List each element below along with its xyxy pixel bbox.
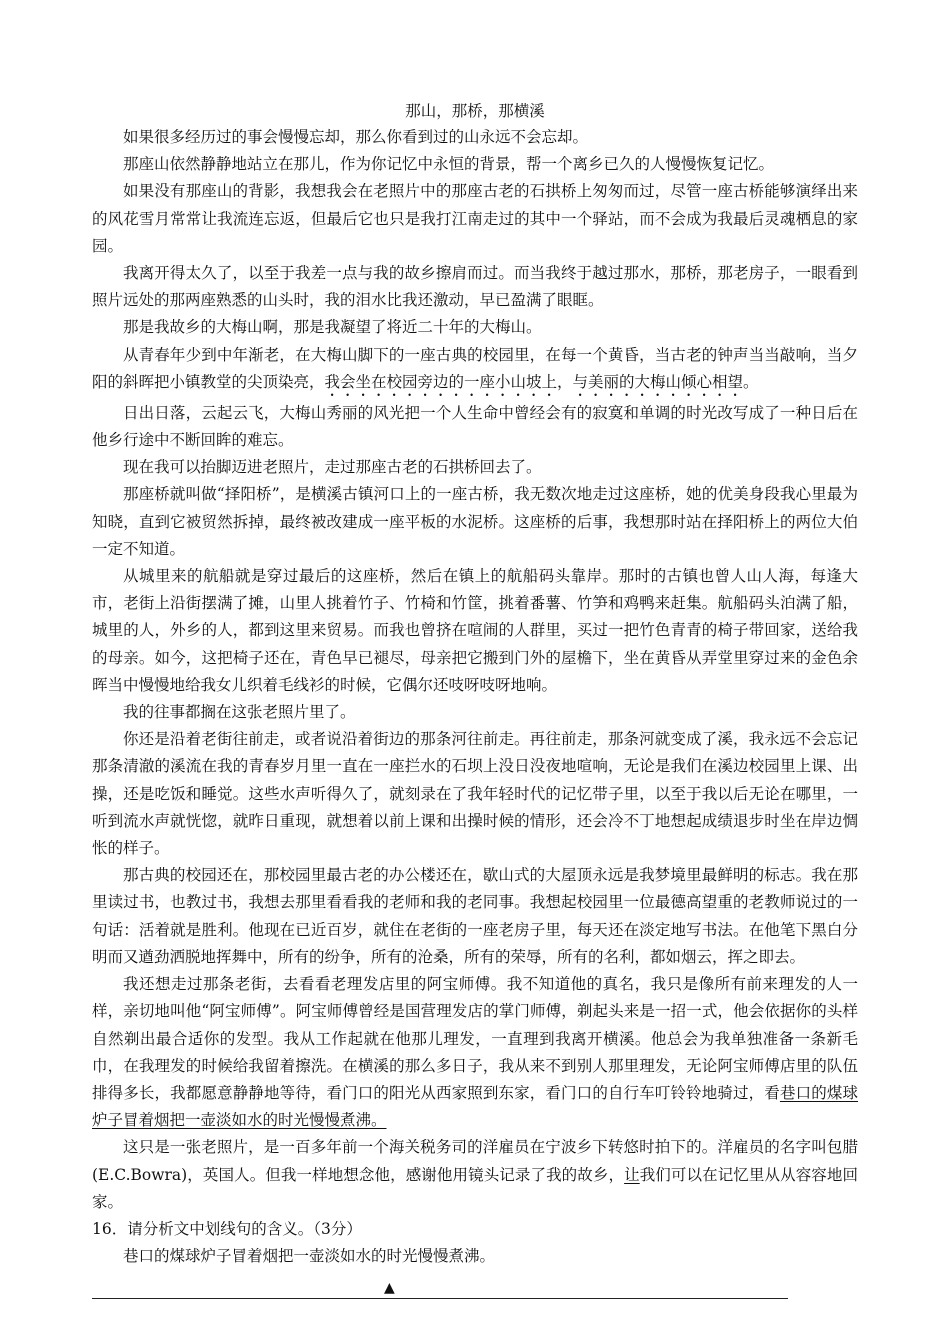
paragraph-8: 现在我可以抬脚迈进老照片，走过那座古老的石拱桥回去了。 [123, 458, 542, 477]
emphasized-sentence: 我会坐在校园旁边的一座小山坡上，与美丽的大梅山倾心相望 [324, 372, 744, 391]
paragraph-7: 日出日落，云起云飞，大梅山秀丽的风光把一个人生命中曾经会有的寂寞和单调的时光改写成了一种日后在他乡行途中不断回眸的难忘。 [92, 403, 858, 450]
paragraph-2: 那座山依然静静地站立在那儿，作为你记忆中永恒的背景，帮一个离乡已久的人慢慢恢复记忆。 [123, 155, 775, 174]
paragraph-15 [92, 1134, 858, 1216]
paragraph-14 [92, 971, 858, 1134]
paragraph-1: 如果很多经历过的事会慢慢忘却，那么你看到过的山永远不会忘却。 [123, 128, 589, 146]
question-number: 16． [92, 1219, 128, 1238]
answer-area[interactable] [92, 1280, 858, 1302]
question-prompt: 请分析文中划线句的含义。（3分） [127, 1219, 362, 1238]
paragraph-5: 那是我故乡的大梅山啊，那是我凝望了将近二十年的大梅山。 [123, 318, 542, 337]
paragraph-6-text: 从青春年少到中年渐老，在大梅山脚下的一座古典的校园里，在每一个黄昏，当古老的钟声当当敲响，当夕阳的斜晖把小镇教堂的尖顶染亮， [92, 345, 858, 391]
paragraph-15-text: 这只是一张老照片，是一百多年前一个海关税务司的洋雇员在宁波乡下转悠时拍下的。洋雇员的名字叫包腊(E.C.Bowra)，英国人。但我一样地想念他，感谢他用镜头记录了我的故乡， [92, 1138, 858, 1184]
article-title: 那山，那桥，那横溪 [405, 102, 545, 120]
paragraph-15-end: 我们可以在记忆里从从容容地回家。 [92, 1165, 858, 1211]
paragraph-12: 你还是沿着老街往前走，或者说沿着街边的那条河往前走。再往前走，那条河就变成了溪，我永远不会忘记那条清澈的溪流在我的青春岁月里一直在一座拦水的石坝上没日没夜地喧响，无论是我们在溪边校园里上课、出操，还是吃饭和睡觉。这些水声听得久了，就刻录在了我年轻时代的记忆带子里，以至于我以后无论在哪里，一听到流水声就恍惚，就昨日重现，就想着以前上课和出操时候的情形，还会冷不丁地想起成绩退步时坐在岸边惆怅的样子。 [92, 730, 858, 858]
paragraph-9: 那座桥就叫做“择阳桥”，是横溪古镇河口上的一座古桥，我无数次地走过这座桥，她的优美身段我心里最为知晓，直到它被贸然拆掉，最终被改建成一座平板的水泥桥。这座桥的后事，我想那时站在择阳桥上的两位大伯一定不知道。 [92, 485, 858, 558]
underlined-word: 让 [624, 1165, 640, 1184]
paragraph-3: 如果没有那座山的背影，我想我会在老照片中的那座古老的石拱桥上匆匆而过，尽管一座古桥能够演绎出来的风花雪月常常让我流连忘返，但最后它也只是我打江南走过的其中一个驿站，而不会成为我最后灵魂栖息的家园。 [92, 182, 858, 255]
paragraph-4: 我离开得太久了，以至于我差一点与我的故乡擦肩而过。而当我终于越过那水，那桥，那老房子，一眼看到照片远处的那两座熟悉的山头时，我的泪水比我还激动，早已盈满了眼眶。 [92, 264, 858, 310]
paragraph-10: 从城里来的航船就是穿过最后的这座桥，然后在镇上的航船码头靠岸。那时的古镇也曾人山人海，每逢大市，老街上沿街摆满了摊，山里人挑着竹子、竹椅和竹筐，挑着番薯、竹笋和鸡鸭来赶集。航船码头泊满了船，城里的人，外乡的人，都到这里来贸易。而我也曾挤在喧闹的人群里，买过一把竹色青青的椅子带回家，送给我的母亲。如今，这把椅子还在，青色早已褪尽，母亲把它搬到门外的屋檐下，坐在黄昏从弄堂里穿过来的金色余晖当中慢慢地给我女儿织着毛线衫的时候，它偶尔还吱呀吱呀地响。 [92, 567, 858, 694]
paragraph-14-text: 我还想走过那条老街，去看看老理发店里的阿宝师傅。我不知道他的真名，我只是像所有前来理发的人一样，亲切地叫他“阿宝师傅”。阿宝师傅曾经是国营理发店的掌门师傅，剃起头来是一招一式，他会依据你的头样自然剃出最合适你的发型。我从工作起就在他那儿理发，一直理到我离开横溪。他总会为我单独准备一条新毛巾，在我理发的时候给我留着擦洗。在横溪的那么多日子，我从来不到别人那里理发，无论阿宝师傅店里的队伍排得多长，我都愿意静静地等待，看门口的阳光从西家照到东家，看门口的自行车叮铃铃地骑过，看 [92, 975, 858, 1102]
article [92, 98, 858, 1302]
question-16 [92, 1216, 858, 1243]
paragraph-6 [92, 342, 858, 400]
answer-rule [92, 1298, 788, 1299]
underlined-sentence: 巷口的煤球炉子冒着烟把一壶淡如水的时光慢慢煮沸。 [92, 1083, 858, 1130]
question-quoted-sentence: 巷口的煤球炉子冒着烟把一壶淡如水的时光慢慢煮沸。 [123, 1247, 496, 1266]
answer-triangle-icon: ▲ [384, 1280, 395, 1297]
paragraph-11: 我的往事都搁在这张老照片里了。 [123, 703, 356, 722]
paragraph-6-end: 。 [743, 372, 759, 391]
paragraph-13: 那古典的校园还在，那校园里最古老的办公楼还在，歇山式的大屋顶永远是我梦境里最鲜明的标志。我在那里读过书，也教过书，我想去那里看看我的老师和我的老同事。我想起校园里一位最德高望重的老教师说过的一句话：活着就是胜利。他现在已近百岁，就住在老街的一座老房子里，每天还在淡定地写书法。在他笔下黑白分明而又遒劲洒脱地挥舞中，所有的纷争，所有的沧桑，所有的荣辱，所有的名利，都如烟云，挥之即去。 [92, 866, 858, 966]
